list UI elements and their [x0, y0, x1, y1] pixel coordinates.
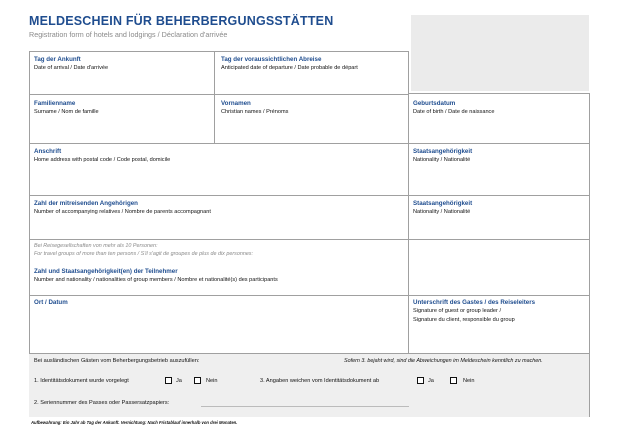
q3-yes-checkbox[interactable]: [417, 377, 424, 384]
form-title: MELDESCHEIN FÜR BEHERBERGUNGSSTÄTTEN: [29, 14, 334, 28]
foreign-note: Sofern 3. bejaht wird, sind die Abweichungen im Meldeschein kenntlich zu machen.: [344, 358, 543, 364]
group-sub: Number and nationality / nationalities of group members / Nombre et nationalité(s) des participants: [34, 277, 278, 283]
first-names-label: Vornamen: [221, 100, 251, 107]
group-label: Zahl und Staatsangehörigkeit(en) der Teilnehmer: [34, 268, 178, 275]
q1-yes-label: Ja: [176, 378, 182, 384]
birth-sub: Date of birth / Date de naissance: [413, 109, 495, 115]
place-date-label: Ort / Datum: [34, 299, 68, 306]
surname-sub: Surname / Nom de famille: [34, 109, 99, 115]
nationality-label: Staatsangehörigkeit: [413, 148, 473, 155]
q3-no-label: Nein: [463, 378, 475, 384]
group-note-de: Bei Reisegesellschaften von mehr als 10 Personen:: [34, 243, 158, 249]
surname-label: Familienname: [34, 100, 76, 107]
relatives-label: Zahl der mitreisenden Angehörigen: [34, 200, 138, 207]
arrival-sub: Date of arrival / Date d'arrivée: [34, 65, 109, 71]
question-3: 3. Angaben weichen vom Identitätsdokument ab: [260, 378, 380, 384]
relatives-nationality-sub: Nationality / Nationalité: [413, 209, 471, 215]
signature-sub-en: Signature of guest or group leader /: [413, 308, 502, 314]
birth-label: Geburtsdatum: [413, 100, 456, 107]
address-sub: Home address with postal code / Code postal, domicile: [34, 157, 171, 163]
arrival-label: Tag der Ankunft: [34, 56, 81, 63]
address-label: Anschrift: [34, 148, 62, 155]
relatives-sub: Number of accompanying relatives / Nombre de parents accompagnant: [34, 209, 211, 215]
q1-no-label: Nein: [206, 378, 218, 384]
registration-form: [29, 51, 590, 417]
departure-label: Tag der voraussichtlichen Abreise: [221, 56, 322, 63]
q1-yes-checkbox[interactable]: [165, 377, 172, 384]
q1-no-checkbox[interactable]: [194, 377, 201, 384]
signature-sub-fr: Signature du client, responsible du group: [413, 317, 515, 323]
foreign-intro: Bei ausländischen Gästen vom Beherbergungsbetrieb auszufüllen:: [34, 358, 200, 364]
nationality-sub: Nationality / Nationalité: [413, 157, 471, 163]
group-note-en: For travel groups of more than ten persons / S'il s'agit de groupes de plus de dix personnes:: [34, 251, 254, 257]
passport-number-line[interactable]: [201, 406, 409, 407]
q3-no-checkbox[interactable]: [450, 377, 457, 384]
question-2: 2. Seriennummer des Passes oder Passersatzpapiers:: [34, 400, 170, 406]
first-names-sub: Christian names / Prénoms: [221, 109, 289, 115]
question-1: 1. Identitätsdokument wurde vorgelegt: [34, 378, 129, 384]
form-subtitle: Registration form of hotels and lodgings / Déclaration d'arrivée: [29, 30, 228, 39]
departure-sub: Anticipated date of departure / Date probable de départ: [221, 65, 358, 71]
q3-yes-label: Ja: [428, 378, 434, 384]
retention-footnote: Aufbewahrung: Ein Jahr ab Tag der Ankunft. Vernichtung: Nach Fristablauf innerhalb von drei Monaten.: [31, 420, 238, 425]
relatives-nationality-label: Staatsangehörigkeit: [413, 200, 473, 207]
signature-label: Unterschrift des Gastes / des Reiseleiters: [413, 299, 536, 306]
